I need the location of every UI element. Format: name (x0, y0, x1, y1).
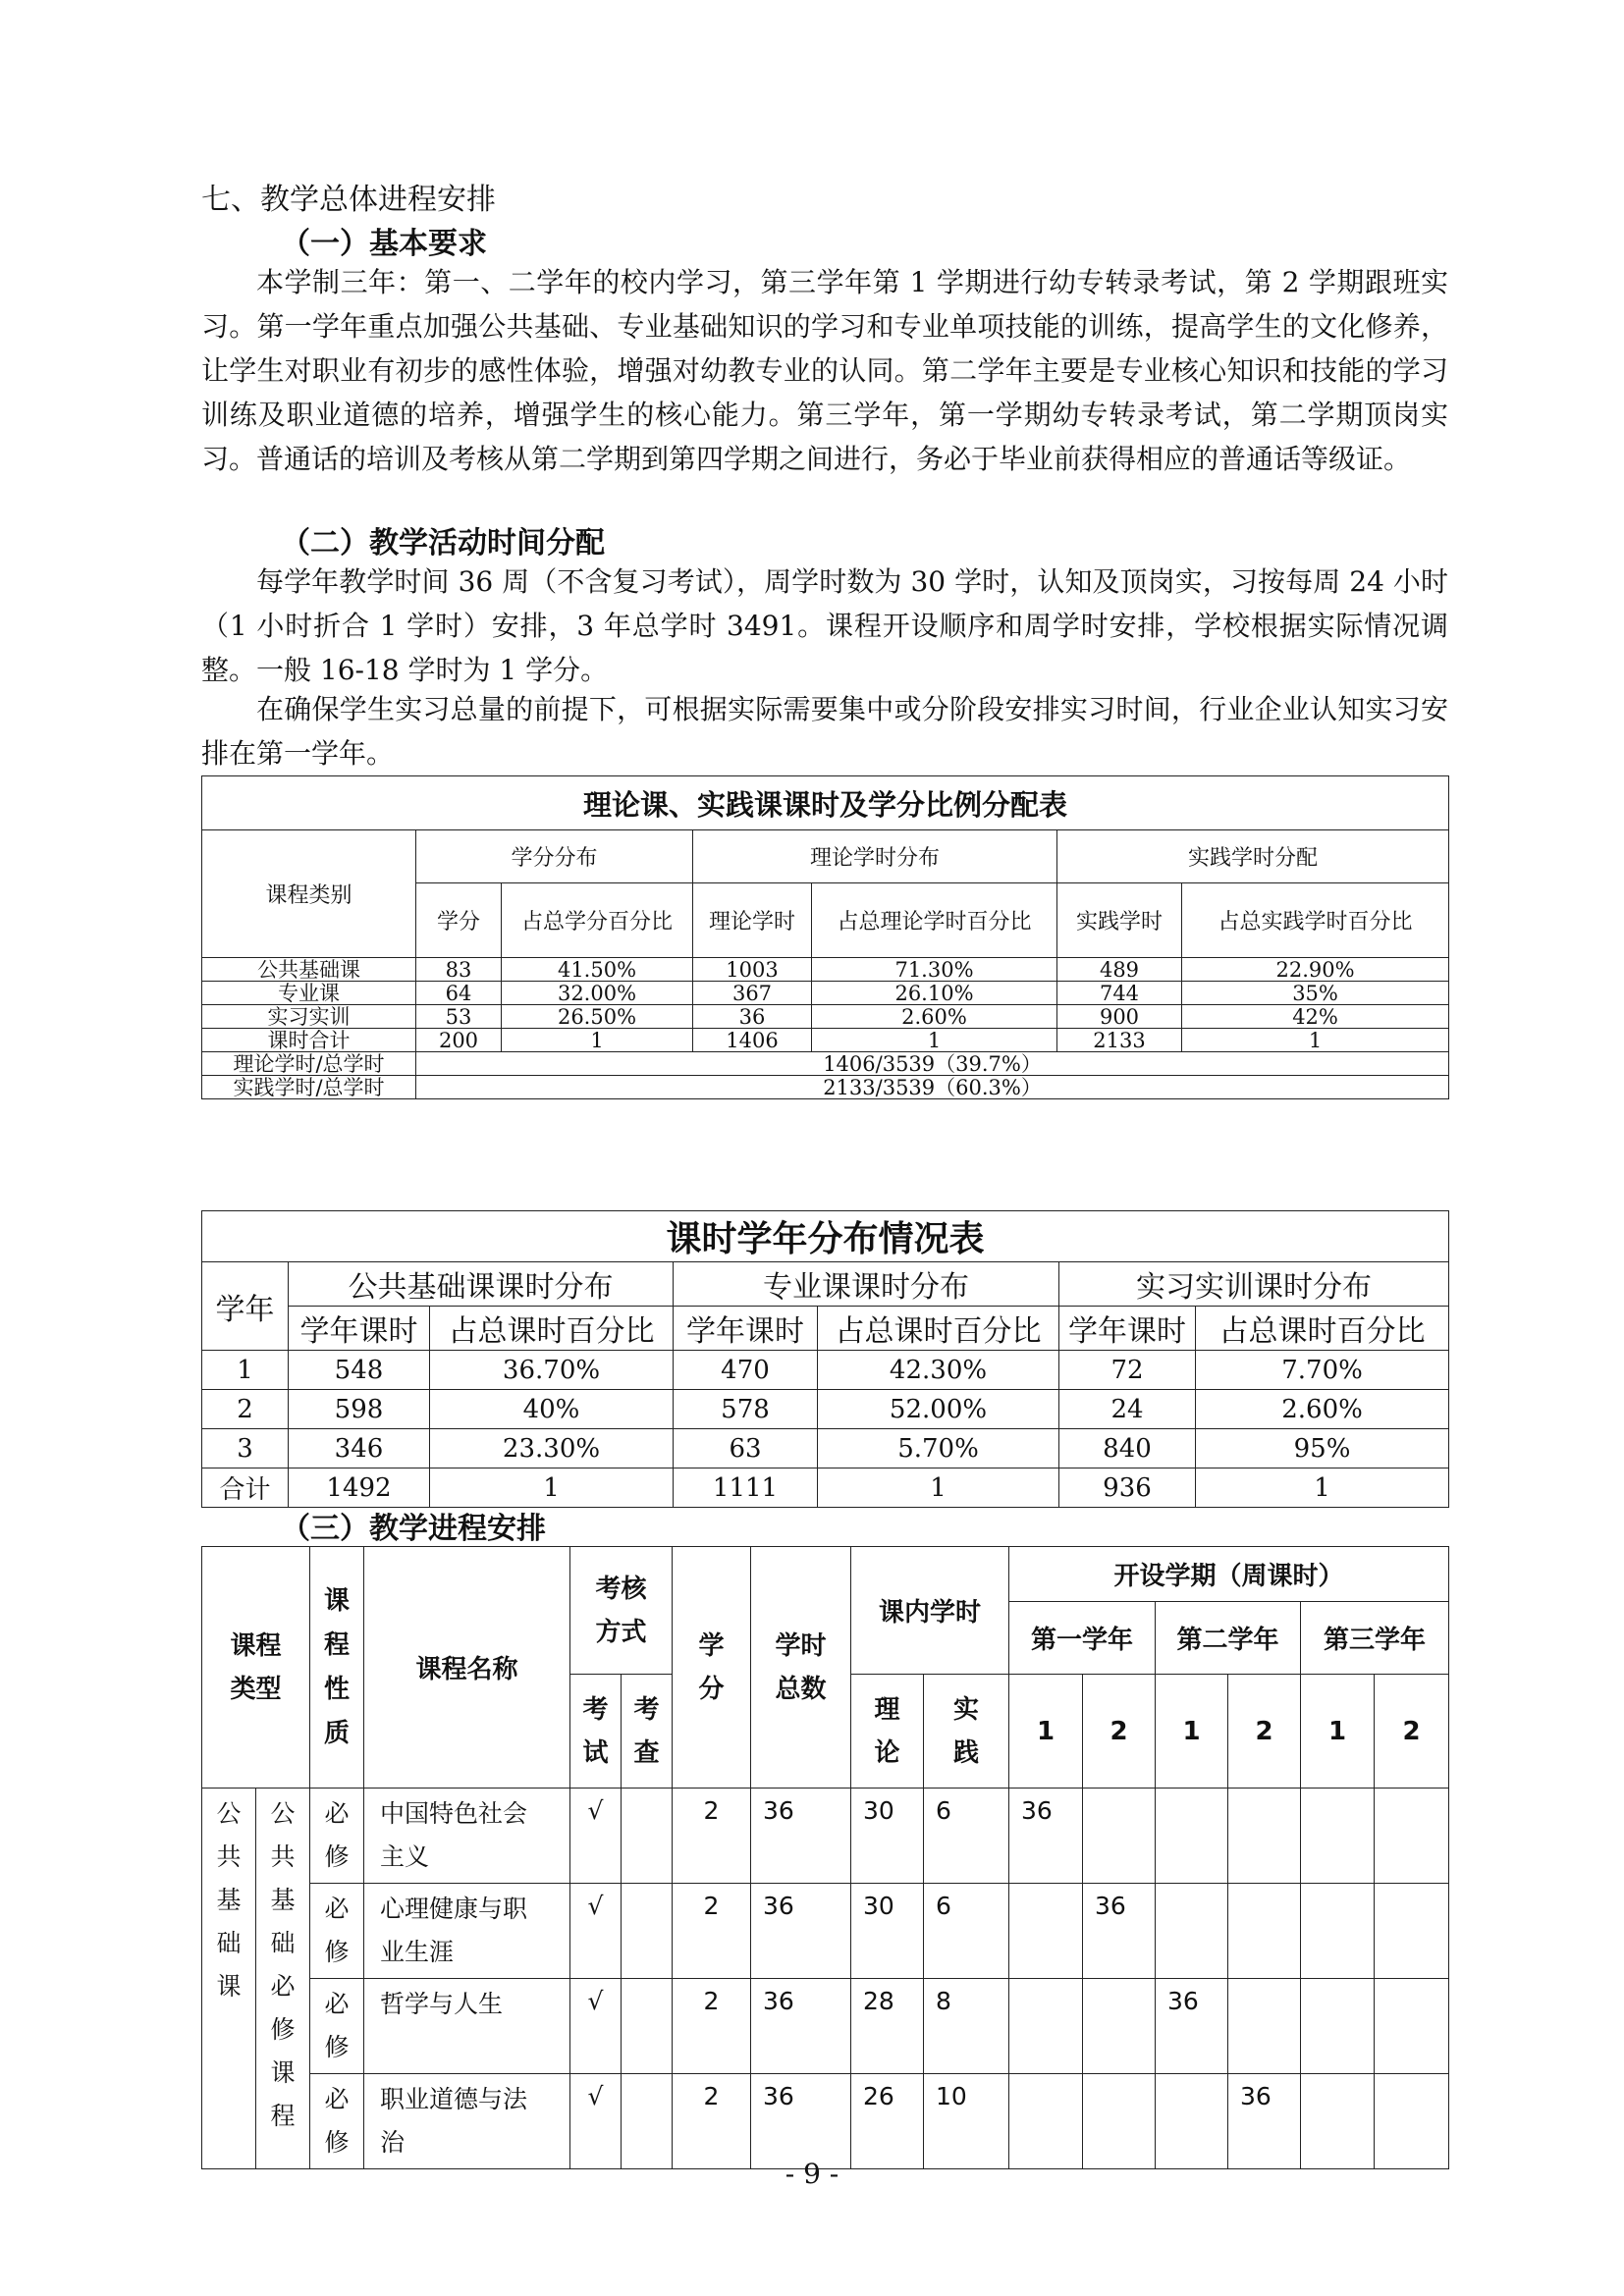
ratio-value: 1406/3539（39.7%） (416, 1052, 1449, 1076)
theory-value: 26 (851, 2074, 924, 2169)
table-cell: 900 (1057, 1005, 1182, 1029)
header-year-1: 第一学年 (1009, 1602, 1156, 1675)
sem-value (1009, 1884, 1083, 1979)
sem-value (1375, 1979, 1449, 2074)
check-mark (622, 1789, 673, 1884)
course-type-inner (256, 1789, 310, 2169)
subsection-schedule: （三）教学进程安排 (281, 1512, 546, 1546)
header-sem-4: 2 (1228, 1675, 1301, 1789)
header-practice-pct: 占总实践学时百分比 (1182, 883, 1449, 958)
header-check-text: 考查 (633, 1694, 660, 1768)
theory-value: 30 (851, 1789, 924, 1884)
course-name-text: 中国特色社会主义 (380, 1799, 528, 1871)
header-year-2: 第二学年 (1156, 1602, 1301, 1675)
sem-value (1301, 1884, 1375, 1979)
exam-mark: √ (570, 1884, 622, 1979)
sem-value: 36 (1156, 1979, 1228, 2074)
table-cell: 42.30% (818, 1351, 1059, 1390)
header-year: 学年 (202, 1262, 289, 1351)
header-total-hours (751, 1547, 851, 1789)
course-type-outer (202, 1789, 256, 2169)
table-row (202, 982, 1449, 1005)
table-cell: 1 (502, 1029, 693, 1052)
credit-value: 2 (673, 2074, 751, 2169)
header-pct: 占总课时百分比 (1196, 1307, 1449, 1351)
header-theory: 理论学时 (693, 883, 812, 958)
header-credit-dist: 学分分布 (416, 830, 693, 883)
sem-value (1301, 1789, 1375, 1884)
total-hours-value: 36 (751, 2074, 851, 2169)
table-cell: 578 (674, 1390, 818, 1429)
header-pct: 占总课时百分比 (430, 1307, 674, 1351)
table-cell: 367 (693, 982, 812, 1005)
sem-value (1156, 1884, 1228, 1979)
header-theory (851, 1675, 924, 1789)
sem-value (1375, 1789, 1449, 1884)
header-course-type-text: 课程类型 (230, 1630, 282, 1704)
table-cell: 24 (1059, 1390, 1196, 1429)
table-cell: 专业课 (202, 982, 416, 1005)
header-theory-pct: 占总理论学时百分比 (812, 883, 1057, 958)
course-name-text: 哲学与人生 (380, 1990, 504, 2018)
header-intern: 实习实训课时分布 (1059, 1262, 1449, 1307)
subsection-time-allocation: （二）教学活动时间分配 (281, 526, 605, 561)
table-cell: 课时合计 (202, 1029, 416, 1052)
table-cell: 936 (1059, 1468, 1196, 1508)
course-type-inner-text: 公共基础必修课程 (270, 1799, 296, 2130)
course-name (364, 1979, 570, 2074)
table-cell: 26.10% (812, 982, 1057, 1005)
header-theory-dist: 理论学时分布 (693, 830, 1057, 883)
header-exam-text: 考试 (582, 1694, 609, 1768)
table-cell: 32.00% (502, 982, 693, 1005)
sem-value (1301, 2074, 1375, 2169)
table-cell: 548 (289, 1351, 430, 1390)
sem-value (1009, 1979, 1083, 2074)
table-cell: 36.70% (430, 1351, 674, 1390)
table-cell: 7.70% (1196, 1351, 1449, 1390)
header-semester: 开设学期（周课时） (1009, 1547, 1449, 1602)
header-course-type (202, 1547, 310, 1789)
header-exam (570, 1675, 622, 1789)
header-practice (924, 1675, 1009, 1789)
table-cell: 346 (289, 1429, 430, 1468)
sem-value (1375, 2074, 1449, 2169)
table-row (202, 1979, 1449, 2074)
header-course-nature-text: 课程性质 (323, 1585, 350, 1748)
sem-value (1009, 2074, 1083, 2169)
course-nature (310, 1979, 364, 2074)
table-cell: 52.00% (818, 1390, 1059, 1429)
practice-value: 8 (924, 1979, 1009, 2074)
sem-value (1083, 2074, 1156, 2169)
table-row-ratio (202, 1076, 1449, 1099)
table-cell: 1 (1182, 1029, 1449, 1052)
table-cell: 95% (1196, 1429, 1449, 1468)
sem-value: 36 (1083, 1884, 1156, 1979)
table-cell: 598 (289, 1390, 430, 1429)
table-caption: 理论课、实践课课时及学分比例分配表 (202, 776, 1449, 830)
course-name (364, 2074, 570, 2169)
header-public: 公共基础课课时分布 (289, 1262, 674, 1307)
page-number: - 9 - (785, 2158, 839, 2190)
table-row (202, 1005, 1449, 1029)
sem-value: 36 (1009, 1789, 1083, 1884)
table-cell: 3 (202, 1429, 289, 1468)
header-practice-text: 实践 (952, 1694, 979, 1768)
table-cell: 2.60% (812, 1005, 1057, 1029)
header-major: 专业课课时分布 (674, 1262, 1059, 1307)
table-cell: 71.30% (812, 958, 1057, 982)
header-credit-pct: 占总学分百分比 (502, 883, 693, 958)
total-hours-value: 36 (751, 1789, 851, 1884)
header-sem-3: 1 (1156, 1675, 1228, 1789)
table-cell: 470 (674, 1351, 818, 1390)
header-year-3: 第三学年 (1301, 1602, 1449, 1675)
table-cell: 40% (430, 1390, 674, 1429)
table-row-ratio (202, 1052, 1449, 1076)
table-row (202, 1351, 1449, 1390)
table-row (202, 1390, 1449, 1429)
header-practice: 实践学时 (1057, 883, 1182, 958)
table-cell: 72 (1059, 1351, 1196, 1390)
table-cell: 26.50% (502, 1005, 693, 1029)
header-class-hours: 课内学时 (851, 1547, 1009, 1675)
table-cell: 42% (1182, 1005, 1449, 1029)
course-type-outer-text: 公共基础课 (216, 1799, 242, 2001)
paragraph-basic-requirements: 本学制三年：第一、二学年的校内学习，第三学年第 1 学期进行幼专转录考试，第 2 学期跟班实习。第一学年重点加强公共基础、专业基础知识的学习和专业单项技能的训练，提高学生的文化修养，让学生对职业有初步的感性体验，增强对幼教专业的认同。第二学年主要是专业核心知识和技能的学习训练及职业道德的培养，增强学生的核心能力。第三学年，第一学期幼专转录考试，第二学期顶岗实习。普通话的培训及考核从第二学期到第四学期之间进行，务必于毕业前获得相应的普通话等级证。 (201, 266, 1448, 475)
table-cell: 36 (693, 1005, 812, 1029)
header-check (622, 1675, 673, 1789)
header-credit-text: 学分 (698, 1630, 725, 1704)
course-nature-text: 必修 (324, 1990, 350, 2061)
table-cell: 1 (1196, 1468, 1449, 1508)
theory-value: 28 (851, 1979, 924, 2074)
check-mark (622, 2074, 673, 2169)
table-row-total (202, 1029, 1449, 1052)
paragraph-time-allocation: 每学年教学时间 36 周（不含复习考试），周学时数为 30 学时，认知及顶岗实，习按每周 24 小时（1 小时折合 1 学时）安排，3 年总学时 3491。课程开设顺序和周学时安排，学校根据实际情况调整。一般 16-18 学时为 1 学分。 (201, 565, 1448, 686)
table-cell: 53 (416, 1005, 502, 1029)
table-cell: 840 (1059, 1429, 1196, 1468)
sem-value (1156, 1789, 1228, 1884)
table-cell: 2 (202, 1390, 289, 1429)
table-cell: 22.90% (1182, 958, 1449, 982)
section-title: 七、教学总体进程安排 (201, 183, 496, 217)
exam-mark: √ (570, 2074, 622, 2169)
table-cell: 1 (430, 1468, 674, 1508)
table-cell: 64 (416, 982, 502, 1005)
ratio-value: 2133/3539（60.3%） (416, 1076, 1449, 1099)
header-sem-1: 1 (1009, 1675, 1083, 1789)
course-nature (310, 1789, 364, 1884)
table-cell: 35% (1182, 982, 1449, 1005)
course-nature-text: 必修 (324, 2085, 350, 2157)
table-cell: 2133 (1057, 1029, 1182, 1052)
sem-value (1228, 1979, 1301, 2074)
sem-value (1375, 1884, 1449, 1979)
header-theory-text: 理论 (874, 1694, 900, 1768)
table-row (202, 958, 1449, 982)
table-cell: 5.70% (818, 1429, 1059, 1468)
header-hours: 学年课时 (289, 1307, 430, 1351)
paragraph-internship: 在确保学生实习总量的前提下，可根据实际需要集中或分阶段安排实习时间，行业企业认知实习安排在第一学年。 (201, 693, 1448, 770)
table-cell: 2.60% (1196, 1390, 1449, 1429)
table-cell: 1 (202, 1351, 289, 1390)
table-cell: 1492 (289, 1468, 430, 1508)
course-name-text: 心理健康与职业生涯 (380, 1895, 528, 1966)
ratio-label: 实践学时/总学时 (202, 1076, 416, 1099)
table-cell: 实习实训 (202, 1005, 416, 1029)
practice-value: 10 (924, 2074, 1009, 2169)
practice-value: 6 (924, 1884, 1009, 1979)
credit-value: 2 (673, 1789, 751, 1884)
total-hours-value: 36 (751, 1979, 851, 2074)
course-name (364, 1789, 570, 1884)
header-pct: 占总课时百分比 (818, 1307, 1059, 1351)
header-sem-6: 2 (1375, 1675, 1449, 1789)
table-cell: 83 (416, 958, 502, 982)
credit-value: 2 (673, 1979, 751, 2074)
ratio-label: 理论学时/总学时 (202, 1052, 416, 1076)
header-course-name: 课程名称 (364, 1547, 570, 1789)
total-hours-value: 36 (751, 1884, 851, 1979)
sem-value (1156, 2074, 1228, 2169)
sem-value (1228, 1884, 1301, 1979)
table-cell: 1003 (693, 958, 812, 982)
sem-value (1228, 1789, 1301, 1884)
table-row (202, 1789, 1449, 1884)
table-cell: 200 (416, 1029, 502, 1052)
course-nature (310, 1884, 364, 1979)
table-caption: 课时学年分布情况表 (202, 1211, 1449, 1262)
header-hours: 学年课时 (674, 1307, 818, 1351)
header-sem-5: 1 (1301, 1675, 1375, 1789)
header-category: 课程类别 (202, 830, 416, 958)
subsection-basic-requirements: （一）基本要求 (281, 227, 487, 261)
course-nature-text: 必修 (324, 1895, 350, 1966)
check-mark (622, 1884, 673, 1979)
header-hours: 学年课时 (1059, 1307, 1196, 1351)
table-cell: 489 (1057, 958, 1182, 982)
sem-value (1083, 1979, 1156, 2074)
course-nature-text: 必修 (324, 1799, 350, 1871)
table-cell: 1406 (693, 1029, 812, 1052)
course-name (364, 1884, 570, 1979)
table-cell: 744 (1057, 982, 1182, 1005)
table-cell: 63 (674, 1429, 818, 1468)
sem-value: 36 (1228, 2074, 1301, 2169)
table-cell: 合计 (202, 1468, 289, 1508)
header-credit: 学分 (416, 883, 502, 958)
sem-value (1301, 1979, 1375, 2074)
credit-value: 2 (673, 1884, 751, 1979)
exam-mark: √ (570, 1979, 622, 2074)
check-mark (622, 1979, 673, 2074)
credit-ratio-table (201, 775, 1449, 1099)
header-assessment-text: 考核方式 (595, 1574, 647, 1647)
header-assessment (570, 1547, 673, 1675)
table-cell: 1111 (674, 1468, 818, 1508)
sem-value (1083, 1789, 1156, 1884)
practice-value: 6 (924, 1789, 1009, 1884)
table-row (202, 2074, 1449, 2169)
header-credit (673, 1547, 751, 1789)
course-schedule-table (201, 1546, 1449, 2169)
exam-mark: √ (570, 1789, 622, 1884)
table-cell: 1 (818, 1468, 1059, 1508)
course-nature (310, 2074, 364, 2169)
table-row (202, 1429, 1449, 1468)
table-cell: 41.50% (502, 958, 693, 982)
table-cell: 公共基础课 (202, 958, 416, 982)
yearly-hours-table (201, 1210, 1449, 1508)
header-total-hours-text: 学时总数 (775, 1630, 827, 1704)
theory-value: 30 (851, 1884, 924, 1979)
header-practice-dist: 实践学时分配 (1057, 830, 1449, 883)
table-row (202, 1884, 1449, 1979)
table-cell: 23.30% (430, 1429, 674, 1468)
header-sem-2: 2 (1083, 1675, 1156, 1789)
table-row-total (202, 1468, 1449, 1508)
course-name-text: 职业道德与法治 (380, 2085, 528, 2157)
table-cell: 1 (812, 1029, 1057, 1052)
header-course-nature (310, 1547, 364, 1789)
